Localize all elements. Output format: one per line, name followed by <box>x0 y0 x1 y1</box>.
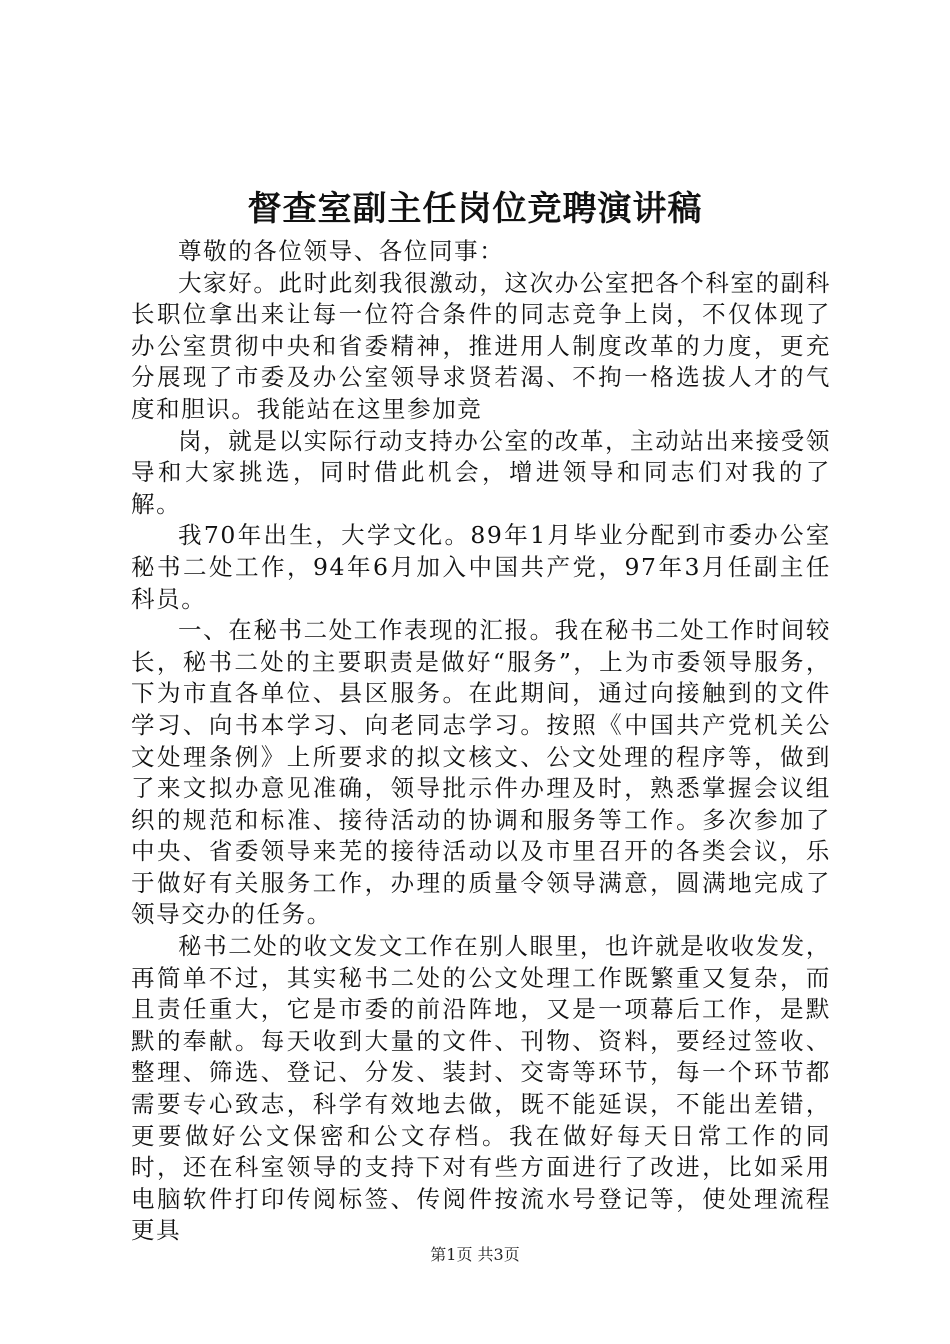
document-body <box>131 236 831 1247</box>
page-number-footer: 第1页 共3页 <box>430 1245 520 1264</box>
paragraph-salutation: 尊敬的各位领导、各位同事： <box>178 237 505 265</box>
paragraph-background: 我70年出生，大学文化。89年1月毕业分配到市委办公室秘书二处工作，94年6月加入中国共产党，97年3月任副主任科员。 <box>131 521 831 613</box>
paragraph-work-report: 一、在秘书二处工作表现的汇报。我在秘书二处工作时间较长，秘书二处的主要职责是做好“服务”，上为市委领导服务，下为市直各单位、县区服务。在此期间，通过向接触到的文件学习、向书本学习、向老同志学习。按照《中国共产党机关公文处理条例》上所要求的拟文核文、公文处理的程序等，做到了来文拟办意见准确，领导批示件办理及时，熟悉掌握会议组织的规范和标准、接待活动的协调和服务等工作。多次参加了中央、省委领导来芜的接待活动以及市里召开的各类会议，乐于做好有关服务工作，办理的质量令领导满意，圆满地完成了领导交办的任务。 <box>131 616 831 929</box>
document-title: 督查室副主任岗位竞聘演讲稿 <box>247 189 703 229</box>
paragraph-purpose: 岗，就是以实际行动支持办公室的改革，主动站出来接受领导和大家挑选，同时借此机会，增进领导和同志们对我的了解。 <box>131 426 831 518</box>
paragraph-document-handling: 秘书二处的收文发文工作在别人眼里，也许就是收收发发，再简单不过，其实秘书二处的公文处理工作既繁重又复杂，而且责任重大，它是市委的前沿阵地，又是一项幕后工作，是默默的奉献。每天收到大量的文件、刊物、资料，要经过签收、整理、筛选、登记、分发、装封、交寄等环节，每一个环节都需要专心致志，科学有效地去做，既不能延误，不能出差错，更要做好公文保密和公文存档。我在做好每天日常工作的同时，还在科室领导的支持下对有些方面进行了改进，比如采用电脑软件打印传阅标签、传阅件按流水号登记等，使处理流程更具 <box>131 932 831 1245</box>
paragraph-greeting: 大家好。此时此刻我很激动，这次办公室把各个科室的副科长职位拿出来让每一位符合条件的同志竞争上岗，不仅体现了办公室贯彻中央和省委精神，推进用人制度改革的力度，更充分展现了市委及办公室领导求贤若渴、不拘一格选拔人才的气度和胆识。我能站在这里参加竞 <box>131 268 831 423</box>
